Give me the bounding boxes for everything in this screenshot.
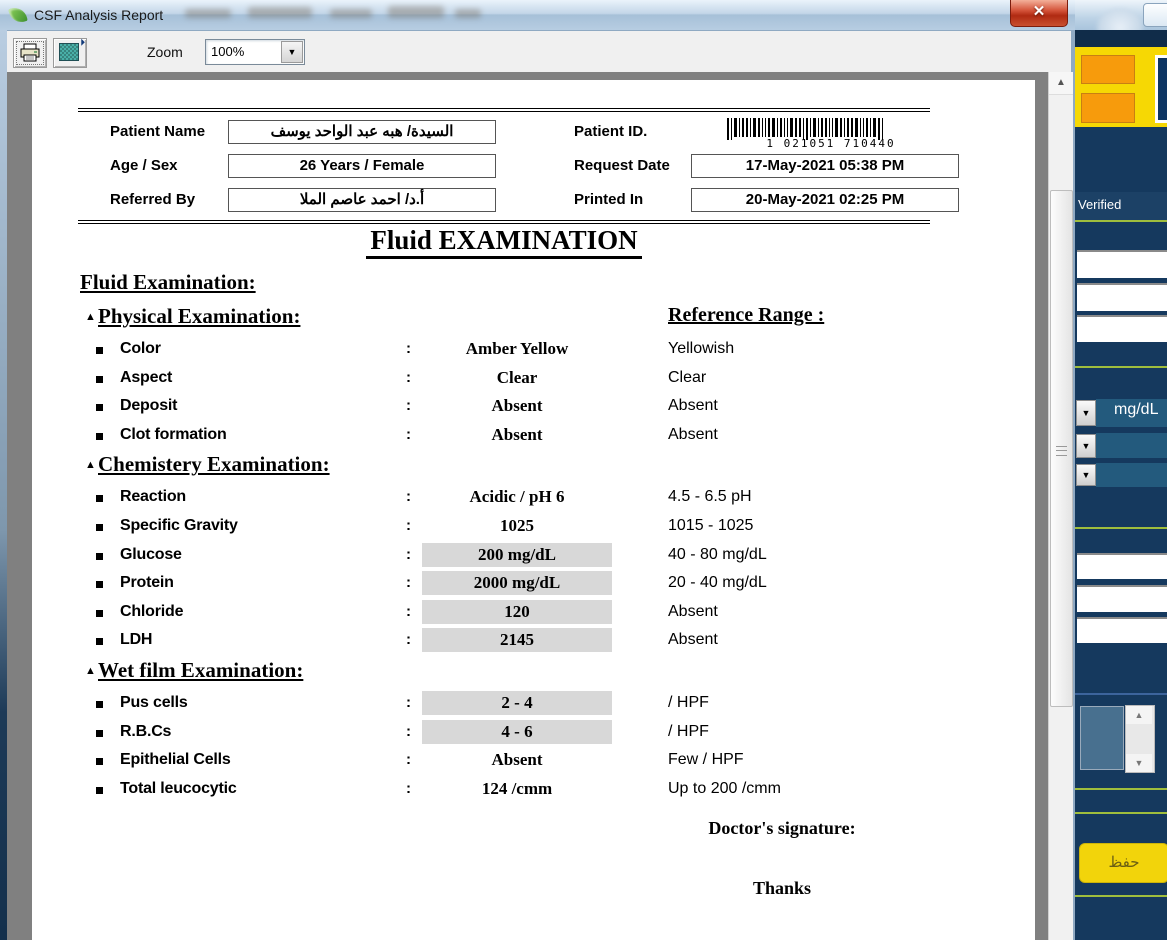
reference-range-value: 1015 - 1025 [668,516,754,534]
test-name: Protein [120,574,174,592]
background-input-field[interactable] [1077,283,1167,311]
result-row [32,719,1035,748]
test-result-value: 124 /cmm [481,778,553,798]
window-titlebar[interactable] [0,0,1075,31]
bullet-icon [96,524,103,531]
background-titlebar [1075,0,1167,30]
test-name: Total leucocytic [120,779,237,797]
triangle-icon: ▲ [85,459,96,472]
colon-separator: : [406,425,411,443]
divider [1075,220,1167,222]
patient-id-digits: 1 021051 710440 [766,137,896,150]
reference-range-header: Reference Range : [668,304,825,326]
background-input-field[interactable] [1077,315,1167,342]
report-page [32,80,1035,940]
colon-separator: : [406,368,411,386]
scroll-down-icon[interactable]: ▼ [1126,754,1152,772]
reference-range-value: / HPF [668,722,709,740]
dropdown-button[interactable]: ▼ [1076,434,1096,458]
colon-separator: : [406,574,411,592]
divider [1075,366,1167,368]
background-input-field[interactable] [1077,585,1167,612]
triangle-icon: ▲ [85,311,96,323]
background-list-box [1080,706,1124,770]
divider [1075,693,1167,695]
referred-by-label: Referred By [110,191,196,208]
colon-separator: : [406,397,411,415]
patient-name-label: Patient Name [110,123,206,140]
colon-separator: : [406,722,411,740]
reference-range-value: Absent [668,631,718,649]
bullet-icon [96,495,103,502]
test-result-value: 2000 mg/dL [422,571,612,595]
save-button-label: حفظ [1108,854,1140,871]
test-result-value: Absent [491,396,543,416]
test-name: Deposit [120,397,178,415]
test-name: Epithelial Cells [120,751,231,769]
section-heading-text: Physical Examination: [98,304,301,328]
toolbar [7,31,1071,73]
test-result-value: 4 - 6 [422,720,612,744]
test-name: Color [120,340,161,357]
background-input-field[interactable] [1077,617,1167,643]
colon-separator: : [406,488,411,506]
reference-range-value: Absent [668,602,718,620]
test-result-value: 2 - 4 [422,691,612,715]
patient-name-value: السيدة/ هبه عبد الواحد يوسف [228,120,496,144]
result-row [32,365,1035,394]
background-navy-band [1075,30,1167,47]
reference-range-value: Yellowish [668,340,735,357]
dropdown-button[interactable]: ▼ [1076,400,1096,426]
reference-range-value: 20 - 40 mg/dL [668,574,767,592]
test-result-value: Acidic / pH 6 [469,487,565,507]
bullet-icon [96,581,103,588]
bullet-icon [96,404,103,411]
close-icon: ✕ [1032,3,1046,20]
background-glow [1097,8,1143,30]
result-row [32,542,1035,571]
background-input-field[interactable] [1077,553,1167,579]
test-result-value: Absent [491,424,543,444]
dropdown-button[interactable]: ▼ [1076,464,1096,486]
divider [1075,895,1167,897]
bullet-icon [96,787,103,794]
orange-button-2[interactable] [1081,93,1135,123]
patient-id-label: Patient ID. [574,123,648,140]
result-row [32,776,1035,805]
background-yellow-panel [1075,47,1167,127]
colon-separator: : [406,631,411,649]
unit-row [1096,463,1167,487]
bullet-icon [96,376,103,383]
test-result-value: 120 [422,600,612,624]
verified-label: Verified [1078,197,1122,212]
bullet-icon [96,610,103,617]
reference-range-value: / HPF [668,693,709,711]
background-input-field[interactable] [1077,250,1167,278]
verified-status-row [1075,192,1167,220]
request-date-label: Request Date [574,157,670,174]
test-result-value: 2145 [422,628,612,652]
reference-range-value: 40 - 80 mg/dL [668,545,767,563]
printed-in-label: Printed In [574,191,644,208]
reference-range-value: Absent [668,397,718,415]
test-name: Chloride [120,602,184,620]
save-button[interactable] [1079,843,1167,883]
test-result-value: Absent [491,750,543,770]
viewer-scrollbar[interactable] [1048,72,1073,940]
colon-separator: : [406,602,411,620]
divider [1075,527,1167,529]
background-app-panel [1075,0,1167,940]
unit-row [1096,399,1167,427]
scrollbar-thumb[interactable] [1050,190,1073,707]
patient-header-box [78,108,930,224]
doctor-signature-label: Doctor's signature: [708,818,856,838]
report-viewer [7,72,1048,940]
bullet-icon [96,730,103,737]
background-scrollbar[interactable] [1125,705,1155,773]
test-result-value: 1025 [500,515,534,535]
colon-separator: : [406,693,411,711]
test-name: Reaction [120,488,186,506]
print-button[interactable] [13,38,47,68]
result-row [32,599,1035,628]
result-row [32,570,1035,599]
divider [1075,812,1167,814]
colon-separator: : [406,751,411,769]
app-leaf-icon [8,5,28,25]
report-title: Fluid EXAMINATION [78,225,930,256]
test-name: Aspect [120,368,173,386]
colon-separator: : [406,545,411,563]
result-row [32,747,1035,776]
group-title: Fluid Examination: [80,270,256,294]
test-result-value: 200 mg/dL [422,543,612,567]
window-title: CSF Analysis Report [34,7,164,23]
section-heading-text: Wet film Examination: [98,657,304,682]
reference-range-value: Up to 200 /cmm [668,779,781,797]
section-heading [32,302,1035,336]
test-name: Pus cells [120,693,188,711]
unit-row [1096,433,1167,458]
scroll-up-icon[interactable]: ▲ [1126,706,1152,724]
age-sex-value: 26 Years / Female [228,154,496,178]
colon-separator: : [406,779,411,797]
bullet-icon [96,553,103,560]
export-button[interactable] [53,38,87,68]
result-row [32,484,1035,513]
age-sex-label: Age / Sex [110,157,178,174]
reference-range-value: Absent [668,425,718,443]
scroll-up-icon[interactable]: ▲ [1049,72,1073,95]
request-date-value: 17-May-2021 05:38 PM [691,154,959,178]
navy-framed-box [1155,55,1167,123]
chevron-down-icon[interactable]: ▼ [281,41,303,63]
divider [1075,788,1167,790]
section-heading [32,656,1035,690]
reference-range-value: Few / HPF [668,751,744,769]
referred-by-value: أ.د/ احمد عاصم الملا [228,188,496,212]
result-sections [32,302,1035,804]
bullet-icon [96,347,103,354]
background-window-button[interactable] [1143,3,1167,27]
bullet-icon [96,758,103,765]
result-row [32,393,1035,422]
colon-separator: : [406,340,411,357]
section-heading-text: Chemistery Examination: [98,452,330,477]
test-result-value: Amber Yellow [465,339,569,358]
colon-separator: : [406,516,411,534]
test-name: R.B.Cs [120,722,172,740]
orange-button-1[interactable] [1081,55,1135,84]
bullet-icon [96,433,103,440]
printer-icon [19,43,41,63]
reference-range-value: Clear [668,368,707,386]
result-row [32,690,1035,719]
printed-in-value: 20-May-2021 02:25 PM [691,188,959,212]
section-heading [32,450,1035,484]
unit-label: mg/dL [1114,401,1159,418]
zoom-combobox[interactable] [205,39,305,65]
window-left-border [0,30,7,940]
result-row [32,336,1035,365]
zoom-value: 100% [211,44,245,59]
test-name: Clot formation [120,425,227,443]
result-row [32,627,1035,656]
zoom-label: Zoom [147,44,183,60]
test-name: Glucose [120,545,182,563]
triangle-icon: ▲ [85,664,96,677]
bullet-icon [96,638,103,645]
bullet-icon [96,701,103,708]
test-result-value: Clear [496,367,538,387]
patient-id-barcode [706,118,956,152]
test-name: Specific Gravity [120,516,238,534]
test-name: LDH [120,631,153,649]
result-row [32,513,1035,542]
close-button[interactable] [1010,0,1068,27]
thanks-label: Thanks [752,878,812,898]
export-icon [59,43,79,61]
result-row [32,422,1035,451]
reference-range-value: 4.5 - 6.5 pH [668,488,752,506]
